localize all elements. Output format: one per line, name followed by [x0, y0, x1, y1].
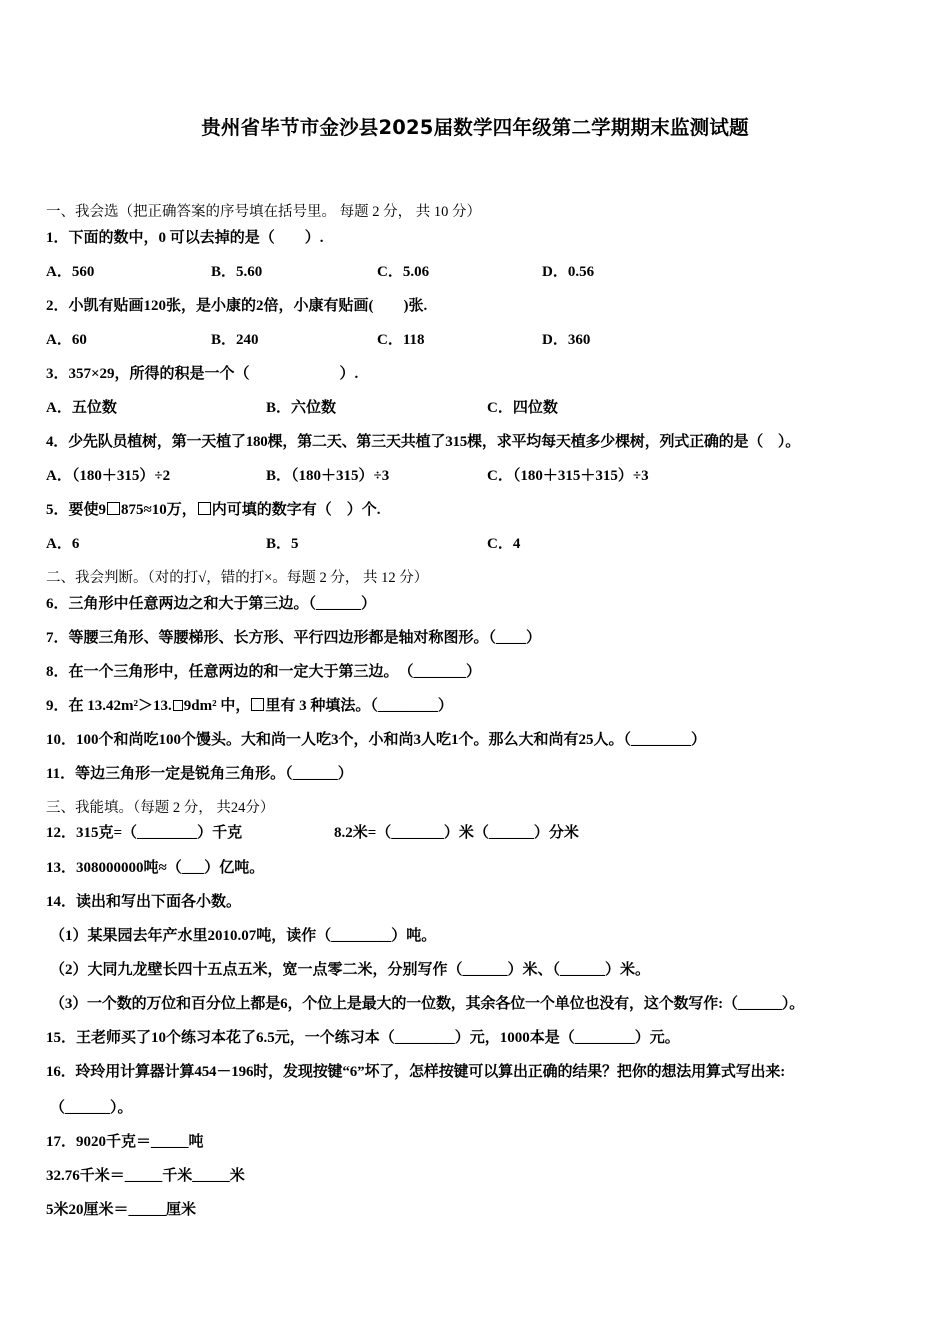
q17-l2-text: 32.76千米＝	[46, 1168, 125, 1184]
q14-p2-mid: ）米、（	[507, 962, 561, 978]
q5-option-a: A．6	[46, 536, 80, 552]
q7-close: ）	[526, 630, 542, 646]
q17-l3-unit: 厘米	[166, 1202, 197, 1218]
answer-blank: ________	[394, 1030, 455, 1046]
question-17-line-2	[46, 1166, 245, 1186]
q3-option-c: C．四位数	[487, 400, 558, 416]
empty-box-icon	[198, 502, 211, 515]
q17-l1-text: 17．9020千克＝	[46, 1134, 152, 1150]
answer-blank: ______	[488, 825, 534, 841]
answer-blank: ______	[292, 766, 338, 782]
answer-blank: ______	[737, 996, 782, 1012]
answer-blank: _______	[391, 825, 444, 841]
q1-option-d: D．0.56	[542, 264, 595, 280]
question-14: 14．读出和写出下面各小数。	[46, 894, 242, 910]
question-4: 4．少先队员植树，第一天植了180棵，第二天、第三天共植了315棵，求平均每天植多少棵树，列式正确的是（ ）。	[46, 434, 801, 450]
q17-l2-unit-km: 千米	[162, 1168, 193, 1184]
question-13	[46, 858, 264, 878]
question-9	[46, 696, 453, 716]
empty-box-icon	[107, 502, 120, 515]
q1-option-a: A．560	[46, 264, 95, 280]
q17-l3-text: 5米20厘米＝	[46, 1202, 129, 1218]
q9-text-middle: 9dm² 中，	[183, 698, 251, 714]
q6-text: 6．三角形中任意两边之和大于第三边。（	[46, 596, 317, 612]
answer-blank: ______	[65, 1100, 111, 1116]
section-3-heading: 三、我能填。（每题 2 分， 共24分）	[46, 800, 275, 816]
q13-text: 13．308000000吨≈（	[46, 860, 182, 876]
q1-option-b: B．5.60	[211, 264, 263, 280]
question-15	[46, 1028, 680, 1048]
question-5	[46, 500, 381, 520]
answer-blank: _____	[124, 1168, 163, 1184]
q5-text-middle: 875≈10万，	[121, 502, 197, 518]
answer-blank: _____	[151, 1134, 189, 1150]
question-16-answer	[50, 1098, 133, 1118]
question-6	[46, 594, 376, 614]
q14-p2-text: （2）大同九龙壁长四十五点五米，宽一点零二米，分别写作（	[50, 962, 463, 978]
question-12-part-b	[334, 823, 579, 843]
q14-p1-text: （1）某果园去年产水里2010.07吨，读作（	[50, 928, 332, 944]
section-1-heading: 一、我会选（把正确答案的序号填在括号里。 每题 2 分， 共 10 分）	[46, 204, 481, 220]
q11-text: 11．等边三角形一定是锐角三角形。（	[46, 766, 293, 782]
q11-close: ）	[337, 766, 353, 782]
answer-blank: ______	[462, 962, 508, 978]
q4-option-a: A．（180＋315）÷2	[46, 468, 171, 484]
question-17-line-1	[46, 1132, 204, 1152]
q9-close: ）	[437, 698, 453, 714]
q16-close: ）。	[110, 1100, 133, 1116]
answer-blank: ________	[377, 698, 438, 714]
q5-option-c: C．4	[487, 536, 521, 552]
q4-option-c: C．（180＋315＋315）÷3	[487, 468, 649, 484]
answer-blank: ______	[316, 596, 362, 612]
question-14-part-3	[50, 994, 804, 1014]
page-title: 贵州省毕节市金沙县2025届数学四年级第二学期期末监测试题	[201, 116, 749, 139]
answer-blank: ________	[574, 1030, 635, 1046]
question-7	[46, 628, 541, 648]
section-2-heading: 二、我会判断。（对的打√，错的打×。每题 2 分， 共 12 分）	[46, 570, 429, 586]
question-1: 1．下面的数中，0 可以去掉的是（ ）.	[46, 230, 324, 246]
q12-text: 12．315克=（	[46, 825, 138, 841]
q8-text: 8．在一个三角形中，任意两边的和一定大于第三边。 （	[46, 664, 414, 680]
q12-unit: ）千克	[197, 825, 243, 841]
q12-unit-meter: ）米（	[443, 825, 489, 841]
question-11	[46, 764, 353, 784]
question-17-line-3	[46, 1200, 196, 1220]
empty-box-icon	[173, 700, 183, 711]
answer-blank: ___	[181, 860, 205, 876]
q2-option-a: A．60	[46, 332, 87, 348]
answer-blank: _______	[413, 664, 467, 680]
q9-text-start: 9．在 13.42m²＞13.	[46, 698, 172, 714]
q1-option-c: C．5.06	[377, 264, 430, 280]
q17-l2-unit-m: 米	[229, 1168, 245, 1184]
question-2: 2．小凯有贴画120张，是小康的2倍，小康有贴画( )张.	[46, 298, 428, 314]
question-10	[46, 730, 706, 750]
q15-text: 15．王老师买了10个练习本花了6.5元，一个练习本（	[46, 1030, 395, 1046]
q2-option-d: D．360	[542, 332, 591, 348]
question-8	[46, 662, 481, 682]
q3-option-a: A．五位数	[46, 400, 117, 416]
q12-text-b: 8.2米=（	[334, 825, 392, 841]
q5-text-start: 5．要使9	[46, 502, 107, 518]
q8-close: ）	[466, 664, 482, 680]
q15-end: ）元。	[634, 1030, 680, 1046]
q10-close: ）	[691, 732, 707, 748]
q15-mid: ）元，1000本是（	[454, 1030, 575, 1046]
question-3: 3．357×29，所得的积是一个（ ）.	[46, 366, 359, 382]
q14-p2-end: ）米。	[605, 962, 651, 978]
q14-p1-end: ）吨。	[391, 928, 437, 944]
q16-open: （	[50, 1100, 66, 1116]
answer-blank: _____	[128, 1202, 167, 1218]
answer-blank: ________	[631, 732, 692, 748]
question-16: 16．玲玲用计算器计算454－196时，发现按键“6”坏了，怎样按键可以算出正确的结果？把你的想法用算式写出来:	[46, 1064, 786, 1080]
q2-option-c: C．118	[377, 332, 425, 348]
q6-close: ）	[361, 596, 377, 612]
q5-option-b: B．5	[266, 536, 299, 552]
q2-option-b: B．240	[211, 332, 259, 348]
answer-blank: _____	[192, 1168, 230, 1184]
answer-blank: ________	[137, 825, 198, 841]
q10-text: 10．100个和尚吃100个馒头。大和尚一人吃3个，小和尚3人吃1个。那么大和尚有25人。（	[46, 732, 632, 748]
q13-end: ）亿吨。	[204, 860, 265, 876]
question-14-part-2	[50, 960, 650, 980]
q5-text-end: 内可填的数字有（ ）个.	[211, 502, 381, 518]
q3-option-b: B．六位数	[266, 400, 337, 416]
q7-text: 7．等腰三角形、等腰梯形、长方形、平行四边形都是轴对称图形。（	[46, 630, 497, 646]
q17-l1-unit: 吨	[188, 1134, 204, 1150]
q14-p3-end: ）。	[781, 996, 805, 1012]
question-14-part-1	[50, 926, 436, 946]
empty-box-icon	[251, 698, 264, 711]
answer-blank: ______	[560, 962, 606, 978]
answer-blank: ________	[331, 928, 392, 944]
q14-p3-text: （3）一个数的万位和百分位上都是6，个位上是最大的一位数，其余各位一个单位也没有，这个数写作:（	[50, 996, 738, 1012]
q4-option-b: B．（180＋315）÷3	[266, 468, 390, 484]
question-12-part-a	[46, 823, 242, 843]
q9-text-end: 里有 3 种填法。（	[265, 698, 378, 714]
answer-blank: ____	[496, 630, 527, 646]
q12-unit-decimeter: ）分米	[533, 825, 579, 841]
